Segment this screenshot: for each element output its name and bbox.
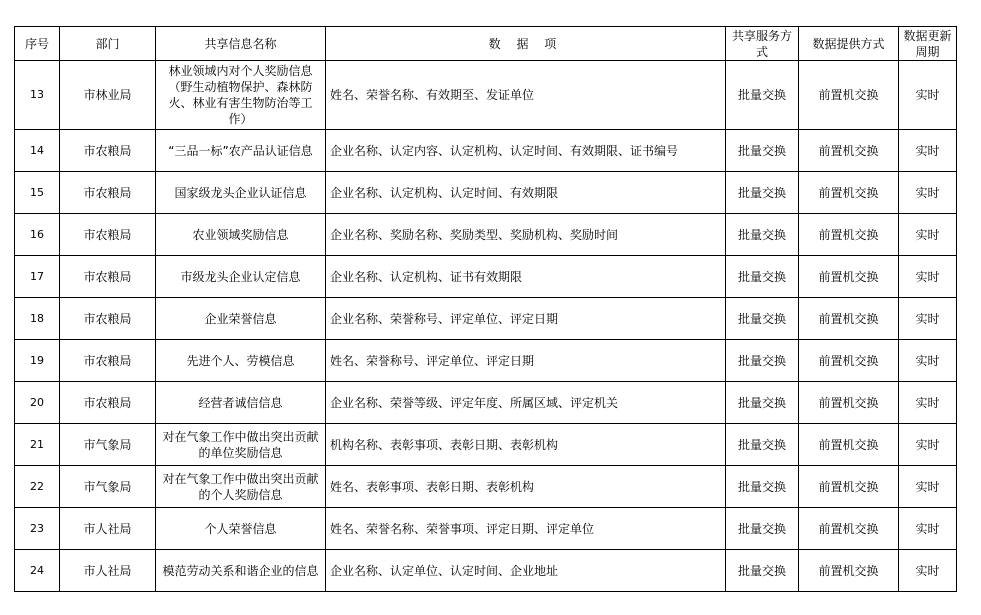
row-share-method: 批量交换 — [726, 130, 799, 172]
row-index: 14 — [15, 130, 60, 172]
row-share-method: 批量交换 — [726, 424, 799, 466]
row-provide-method: 前置机交换 — [799, 340, 899, 382]
row-data-items: 企业名称、认定机构、证书有效期限 — [326, 256, 726, 298]
row-info-name: 企业荣誉信息 — [156, 298, 326, 340]
row-index: 13 — [15, 61, 60, 130]
row-share-method: 批量交换 — [726, 508, 799, 550]
row-provide-method: 前置机交换 — [799, 382, 899, 424]
row-share-method: 批量交换 — [726, 466, 799, 508]
row-index: 18 — [15, 298, 60, 340]
row-info-name: 对在气象工作中做出突出贡献的单位奖励信息 — [156, 424, 326, 466]
row-update-cycle: 实时 — [899, 172, 957, 214]
row-share-method: 批量交换 — [726, 382, 799, 424]
row-share-method: 批量交换 — [726, 340, 799, 382]
header-update-cycle: 数据更新周期 — [899, 27, 957, 61]
row-info-name: 国家级龙头企业认证信息 — [156, 172, 326, 214]
table-row — [15, 508, 957, 550]
row-data-items: 姓名、表彰事项、表彰日期、表彰机构 — [326, 466, 726, 508]
row-department: 市农粮局 — [60, 256, 156, 298]
header-data-items: 数 据 项 — [326, 27, 726, 61]
row-provide-method: 前置机交换 — [799, 256, 899, 298]
row-department: 市农粮局 — [60, 130, 156, 172]
row-info-name: 林业领域内对个人奖励信息（野生动植物保护、森林防火、林业有害生物防治等工作） — [156, 61, 326, 130]
header-provide-method: 数据提供方式 — [799, 27, 899, 61]
header-row — [15, 27, 957, 61]
row-department: 市农粮局 — [60, 382, 156, 424]
row-provide-method: 前置机交换 — [799, 298, 899, 340]
row-info-name: 对在气象工作中做出突出贡献的个人奖励信息 — [156, 466, 326, 508]
row-info-name: “三品一标”农产品认证信息 — [156, 130, 326, 172]
row-provide-method: 前置机交换 — [799, 550, 899, 592]
row-department: 市人社局 — [60, 550, 156, 592]
row-update-cycle: 实时 — [899, 340, 957, 382]
row-department: 市林业局 — [60, 61, 156, 130]
row-index: 24 — [15, 550, 60, 592]
header-share-method: 共享服务方式 — [726, 27, 799, 61]
row-data-items: 姓名、荣誉称号、评定单位、评定日期 — [326, 340, 726, 382]
row-update-cycle: 实时 — [899, 550, 957, 592]
row-update-cycle: 实时 — [899, 61, 957, 130]
header-index: 序号 — [15, 27, 60, 61]
row-share-method: 批量交换 — [726, 172, 799, 214]
row-update-cycle: 实时 — [899, 298, 957, 340]
header-department: 部门 — [60, 27, 156, 61]
row-update-cycle: 实时 — [899, 424, 957, 466]
row-data-items: 姓名、荣誉名称、有效期至、发证单位 — [326, 61, 726, 130]
row-department: 市农粮局 — [60, 214, 156, 256]
table-row — [15, 172, 957, 214]
table-row — [15, 61, 957, 130]
row-provide-method: 前置机交换 — [799, 424, 899, 466]
row-provide-method: 前置机交换 — [799, 214, 899, 256]
row-info-name: 先进个人、劳模信息 — [156, 340, 326, 382]
row-index: 23 — [15, 508, 60, 550]
table-row — [15, 382, 957, 424]
row-department: 市农粮局 — [60, 340, 156, 382]
row-info-name: 市级龙头企业认定信息 — [156, 256, 326, 298]
row-provide-method: 前置机交换 — [799, 61, 899, 130]
table-row — [15, 340, 957, 382]
row-share-method: 批量交换 — [726, 61, 799, 130]
row-update-cycle: 实时 — [899, 466, 957, 508]
row-provide-method: 前置机交换 — [799, 172, 899, 214]
row-data-items: 姓名、荣誉名称、荣誉事项、评定日期、评定单位 — [326, 508, 726, 550]
row-data-items: 企业名称、奖励名称、奖励类型、奖励机构、奖励时间 — [326, 214, 726, 256]
row-index: 20 — [15, 382, 60, 424]
row-provide-method: 前置机交换 — [799, 130, 899, 172]
row-update-cycle: 实时 — [899, 130, 957, 172]
row-data-items: 企业名称、认定内容、认定机构、认定时间、有效期限、证书编号 — [326, 130, 726, 172]
row-department: 市气象局 — [60, 424, 156, 466]
row-provide-method: 前置机交换 — [799, 466, 899, 508]
row-index: 16 — [15, 214, 60, 256]
row-index: 19 — [15, 340, 60, 382]
row-update-cycle: 实时 — [899, 508, 957, 550]
row-share-method: 批量交换 — [726, 550, 799, 592]
row-update-cycle: 实时 — [899, 382, 957, 424]
table-row — [15, 256, 957, 298]
table-row — [15, 214, 957, 256]
row-share-method: 批量交换 — [726, 256, 799, 298]
row-update-cycle: 实时 — [899, 256, 957, 298]
row-index: 21 — [15, 424, 60, 466]
row-department: 市气象局 — [60, 466, 156, 508]
table-row — [15, 466, 957, 508]
row-index: 22 — [15, 466, 60, 508]
row-info-name: 经营者诚信信息 — [156, 382, 326, 424]
row-info-name: 农业领域奖励信息 — [156, 214, 326, 256]
table-row — [15, 130, 957, 172]
row-department: 市农粮局 — [60, 298, 156, 340]
row-info-name: 个人荣誉信息 — [156, 508, 326, 550]
table-row — [15, 550, 957, 592]
header-info-name: 共享信息名称 — [156, 27, 326, 61]
row-department: 市人社局 — [60, 508, 156, 550]
row-share-method: 批量交换 — [726, 214, 799, 256]
data-sharing-table — [14, 26, 957, 592]
row-data-items: 机构名称、表彰事项、表彰日期、表彰机构 — [326, 424, 726, 466]
row-index: 17 — [15, 256, 60, 298]
table-row — [15, 298, 957, 340]
row-info-name: 模范劳动关系和谐企业的信息 — [156, 550, 326, 592]
row-provide-method: 前置机交换 — [799, 508, 899, 550]
table-row — [15, 424, 957, 466]
row-department: 市农粮局 — [60, 172, 156, 214]
row-data-items: 企业名称、荣誉等级、评定年度、所属区域、评定机关 — [326, 382, 726, 424]
row-data-items: 企业名称、认定机构、认定时间、有效期限 — [326, 172, 726, 214]
row-share-method: 批量交换 — [726, 298, 799, 340]
row-data-items: 企业名称、荣誉称号、评定单位、评定日期 — [326, 298, 726, 340]
row-data-items: 企业名称、认定单位、认定时间、企业地址 — [326, 550, 726, 592]
row-update-cycle: 实时 — [899, 214, 957, 256]
row-index: 15 — [15, 172, 60, 214]
